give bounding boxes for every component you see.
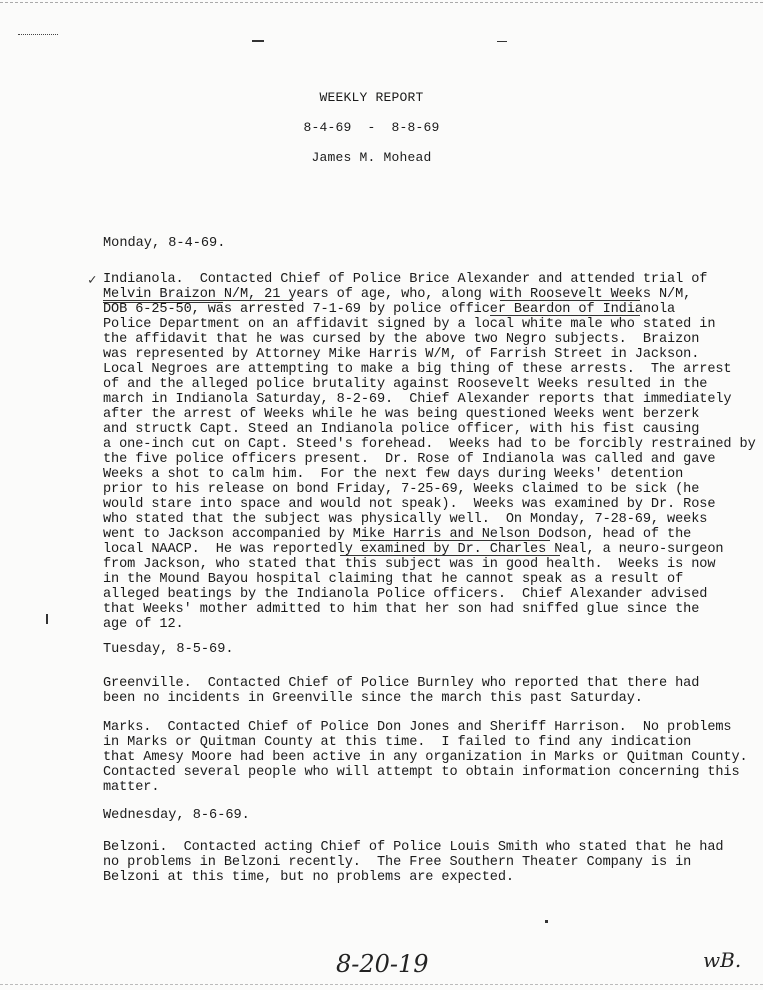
scan-speck <box>46 614 48 624</box>
entry-date-wednesday: Wednesday, 8-6-69. <box>103 808 250 823</box>
entry-paragraph: Belzoni. Contacted acting Chief of Police Louis Smith who stated that he had no problems in Belzoni recently. The Free Southern Theater Company is in Belzoni at this time, but no problems are expected. <box>103 840 724 885</box>
bottom-edge-line <box>0 984 763 986</box>
scan-speck <box>497 41 507 42</box>
report-date-range: 8-4-69 - 8-8-69 <box>303 120 440 135</box>
name-underline <box>103 302 223 303</box>
report-author: James M. Mohead <box>311 150 432 165</box>
entry-date-monday: Monday, 8-4-69. <box>103 236 226 251</box>
name-underline <box>340 555 560 556</box>
scan-speck <box>252 40 264 42</box>
entry-paragraph: Marks. Contacted Chief of Police Don Jones and Sheriff Harrison. No problems in Marks or Quitman County at this time. I failed to find any indication that Amesy Moore had been active in any organization in Marks or Quitman County. Contacted several people who will attempt to obtain information concerning this matter. <box>103 720 748 795</box>
name-underline <box>500 300 640 301</box>
entry-paragraph: Greenville. Contacted Chief of Police Burnley who reported that there had been no incidents in Greenville since the march this past Saturday. <box>103 676 700 706</box>
handwritten-date: 8-20-19 <box>336 950 429 978</box>
entry-date-tuesday: Tuesday, 8-5-69. <box>103 642 234 657</box>
name-underline <box>490 315 640 316</box>
name-underline <box>360 540 550 541</box>
check-mark-icon: ✓ <box>88 273 97 289</box>
top-edge-line <box>0 2 763 4</box>
entry-paragraph: Indianola. Contacted Chief of Police Brice Alexander and attended trial of Melvin Braizon N/M, 21 years of age, who, along with Roosevelt Weeks N/M, DOB 6-25-50, was arrested 7-1-69 by police officer Beardon of Indianola Police Department on an affidavit signed by a local white male who stated in the affidavit that he was cursed by the above two Negro subjects. Braizon was represented by Attorney Mike Harris W/M, of Farrish Street in Jackson. Local Negroes are attempting to make a big thing of these arrests. The arrest of and the alleged police brutality against Roosevelt Weeks resulted in the march in Indianola Saturday, 8-2-69. Chief Alexander reports that immediately after the arrest of Weeks while he was being questioned Weeks went berzerk and structk Capt. Steed an Indianola police officer, with his fist causing a one-inch cut on Capt. Steed's forehead. Weeks had to be forcibly restrained by the five police officers present. Dr. Rose of Indianola was called and gave Weeks a shot to calm him. For the next few days during Weeks' detention prior to his release on bond Friday, 7-25-69, Weeks claimed to be sick (he would stare into space and would not speak). Weeks was examined by Dr. Rose who stated that the subject was physically well. On Monday, 7-28-69, weeks went to Jackson accompanied by Mike Harris and Nelson Dodson, head of the local NAACP. He was reportedly examined by Dr. Charles Neal, a neuro-surgeon from Jackson, who stated that this subject was in good health. Weeks is now in the Mound Bayou hospital claiming that he cannot speak as a result of alleged beatings by the Indianola Police officers. Chief Alexander advised that Weeks' mother admitted to him that her son had sniffed glue since the age of 12. <box>103 272 756 632</box>
name-underline <box>103 300 293 301</box>
handwritten-initials: wB. <box>703 948 742 972</box>
scan-speck <box>18 34 58 37</box>
scan-speck <box>545 920 548 923</box>
report-title: WEEKLY REPORT <box>319 90 424 105</box>
